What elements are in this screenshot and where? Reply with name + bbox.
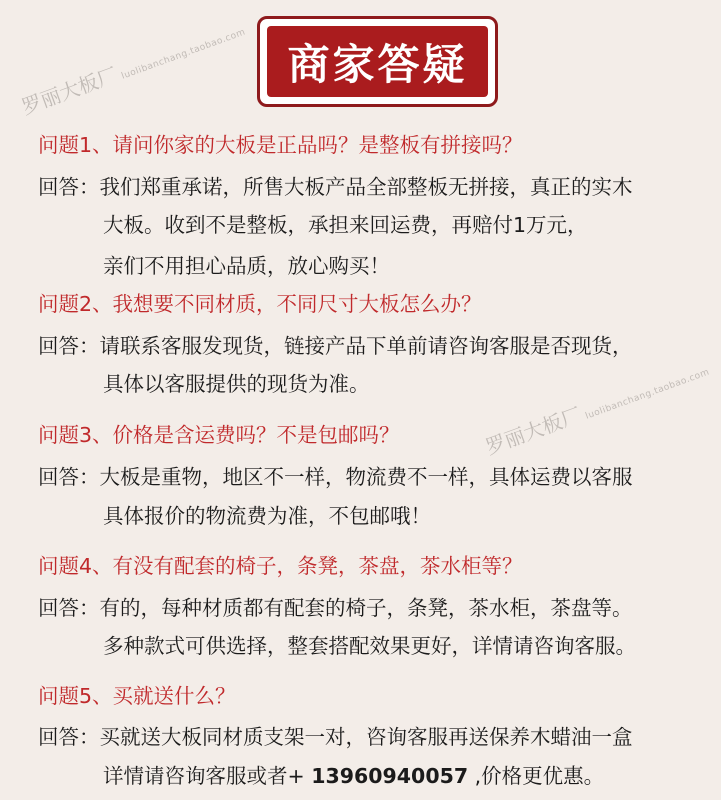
- page-title: 商家答疑: [267, 26, 488, 97]
- phone-number: 13960940057: [311, 764, 469, 788]
- watermark-sub: luolibanchang.taobao.com: [120, 27, 248, 82]
- watermark-text: 罗丽大板厂: [482, 402, 585, 460]
- watermark: [481, 352, 712, 460]
- faq-question-1: 问题1、请问你家的大板是正品吗？是整板有拼接吗？: [38, 133, 523, 157]
- faq-answer-4: 回答：有的，每种材质都有配套的椅子，条凳，茶水柜，茶盘等。: [38, 596, 633, 620]
- faq-answer-3: 回答：大板是重物，地区不一样，物流费不一样，具体运费以客服: [38, 465, 633, 489]
- faq-answer-3-line-2: 具体报价的物流费为准，不包邮哦！: [103, 504, 431, 528]
- faq-answer-2-line-2: 具体以客服提供的现货为准。: [103, 372, 370, 396]
- faq-question-5: 问题5、买就送什么？: [38, 684, 236, 708]
- faq-answer-1-line-3: 亲们不用担心品质，放心购买！: [103, 254, 390, 278]
- faq-answer-1-line-2: 大板。收到不是整板，承担来回运费，再赔付1万元，: [103, 213, 588, 237]
- contact-prefix: 详情请咨询客服或者+: [103, 764, 312, 788]
- watermark-sub: luolibanchang.taobao.com: [584, 367, 712, 422]
- faq-answer-5: 回答：买就送大板同材质支架一对，咨询客服再送保养木蜡油一盒: [38, 725, 633, 749]
- title-banner: [257, 16, 498, 107]
- faq-question-2: 问题2、我想要不同材质，不同尺寸大板怎么办？: [38, 292, 482, 316]
- watermark: [17, 12, 248, 120]
- faq-answer-4-line-2: 多种款式可供选择，整套搭配效果更好，详情请咨询客服。: [103, 634, 636, 658]
- faq-answer-5-line-2: [103, 762, 604, 790]
- faq-question-3: 问题3、价格是含运费吗？不是包邮吗？: [38, 423, 400, 447]
- faq-question-4: 问题4、有没有配套的椅子，条凳，茶盘，茶水柜等？: [38, 554, 523, 578]
- watermark-text: 罗丽大板厂: [18, 62, 121, 120]
- contact-suffix: ,价格更优惠。: [468, 764, 605, 788]
- faq-answer-1: 回答：我们郑重承诺，所售大板产品全部整板无拼接，真正的实木: [38, 175, 633, 199]
- faq-answer-2: 回答：请联系客服发现货，链接产品下单前请咨询客服是否现货，: [38, 334, 633, 358]
